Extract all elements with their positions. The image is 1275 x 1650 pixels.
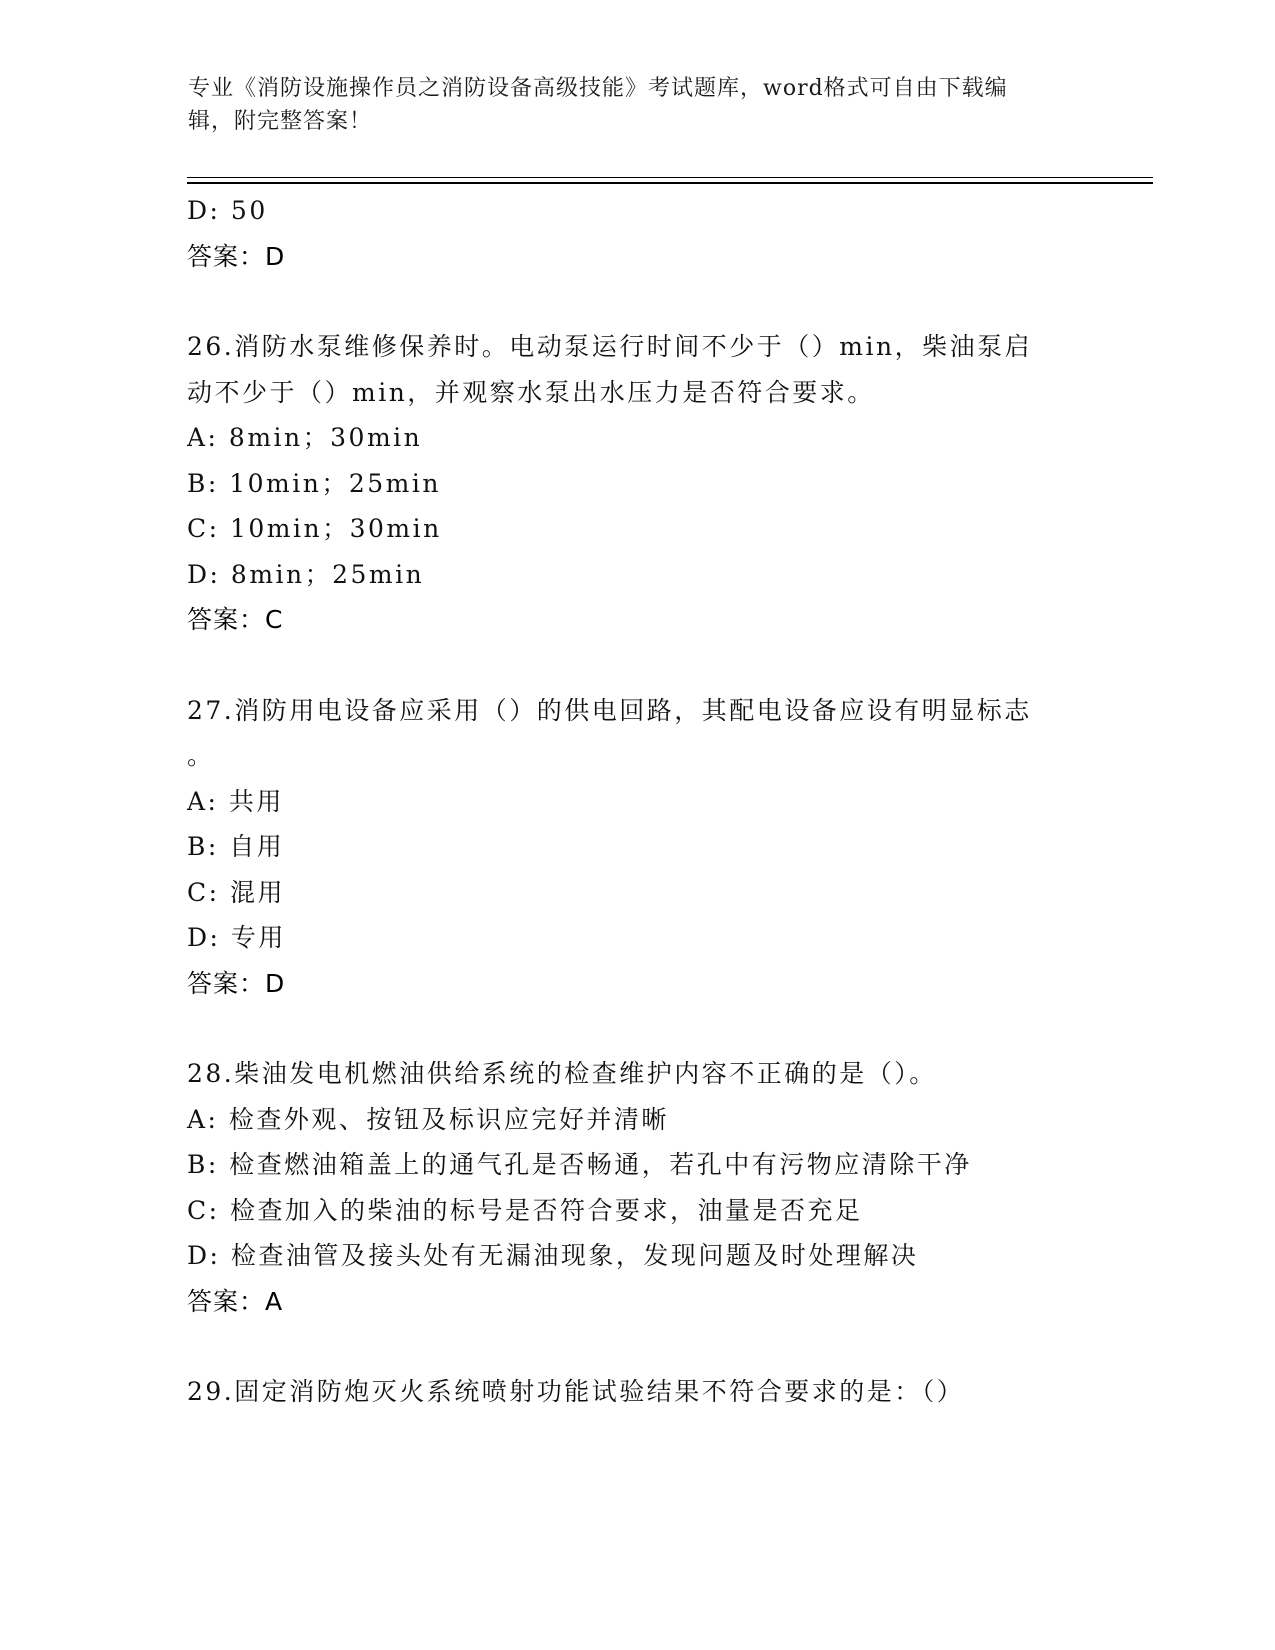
question-29 — [187, 1369, 1087, 1415]
header-line-1: 专业《消防设施操作员之消防设备高级技能》考试题库，word格式可自由下载编 — [188, 76, 1008, 101]
option-a: A: 共用 — [187, 786, 284, 816]
question-stem: 28.柴油发电机燃油供给系统的检查维护内容不正确的是（）。 — [187, 1059, 937, 1088]
option-c: C: 10min；30min — [187, 514, 442, 543]
option-b: B: 检查燃油箱盖上的通气孔是否畅通，若孔中有污物应清除干净 — [187, 1150, 972, 1179]
question-28 — [187, 1051, 1087, 1324]
answer-label: 答案：D — [187, 968, 286, 998]
answer-label: 答案：A — [187, 1286, 284, 1316]
option-b: B: 自用 — [187, 832, 285, 861]
header-divider-thin — [187, 177, 1153, 178]
option-b: B: 10min；25min — [187, 468, 441, 498]
question-27 — [187, 688, 1087, 1007]
question-stem: 动不少于（）min，并观察水泵出水压力是否符合要求。 — [187, 377, 875, 407]
answer-label: 答案：C — [187, 605, 284, 634]
question-stem: 。 — [187, 741, 215, 770]
option-a: A: 检查外观、按钮及标识应完好并清晰 — [187, 1104, 669, 1134]
option-d: D: 8min；25min — [187, 559, 425, 589]
question-25-tail — [187, 188, 1087, 279]
question-stem: 29.固定消防炮灭火系统喷射功能试验结果不符合要求的是：（） — [187, 1377, 965, 1406]
question-stem: 26.消防水泵维修保养时。电动泵运行时间不少于（）min，柴油泵启 — [187, 332, 1033, 361]
option-c: C: 检查加入的柴油的标号是否符合要求，油量是否充足 — [187, 1195, 863, 1225]
document-header — [188, 72, 1068, 138]
question-stem: 27.消防用电设备应采用（）的供电回路，其配电设备应设有明显标志 — [187, 695, 1032, 725]
option-c: C: 混用 — [187, 877, 285, 907]
option-d: D: 50 — [187, 196, 268, 225]
header-line-2: 辑，附完整答案！ — [188, 109, 373, 134]
header-divider-thick — [187, 182, 1153, 184]
option-a: A: 8min；30min — [187, 423, 423, 452]
answer-label: 答案：D — [187, 241, 286, 271]
question-content — [187, 188, 1087, 1415]
question-26 — [187, 324, 1087, 643]
option-d: D: 检查油管及接头处有无漏油现象，发现问题及时处理解决 — [187, 1241, 919, 1270]
option-d: D: 专用 — [187, 923, 286, 952]
